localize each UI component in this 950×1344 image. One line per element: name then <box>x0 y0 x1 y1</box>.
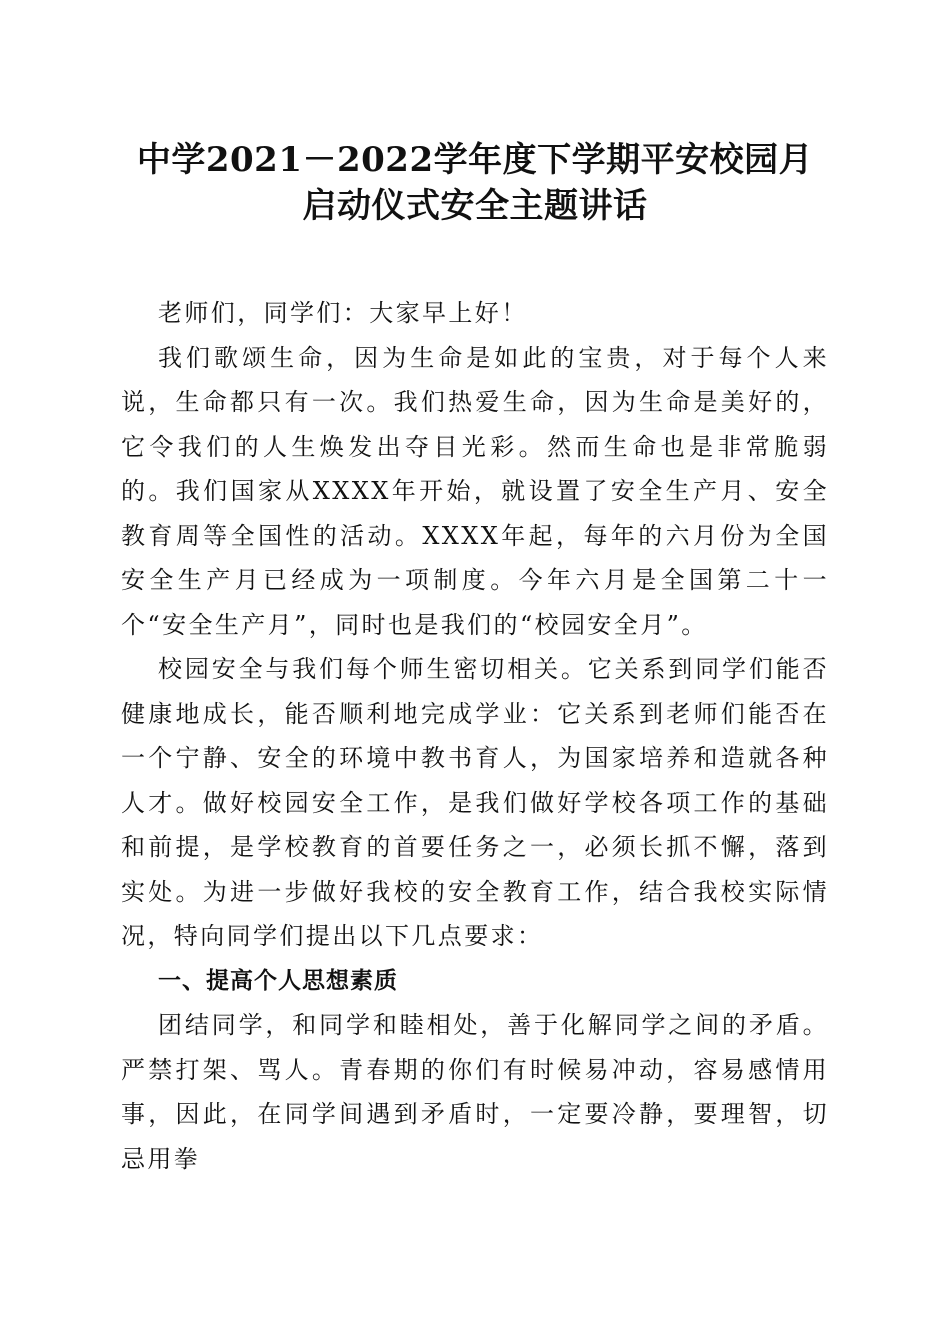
section-paragraph: 团结同学，和同学和睦相处，善于化解同学之间的矛盾。严禁打架、骂人。青春期的你们有时候易冲动，容易感情用事，因此，在同学间遇到矛盾时，一定要冷静，要理智，切忌用拳 <box>121 1011 829 1173</box>
document-page <box>121 0 829 1181</box>
section-heading: 一、提高个人思想素质 <box>158 967 398 994</box>
paragraph-life: 我们歌颂生命，因为生命是如此的宝贵，对于每个人来说，生命都只有一次。我们热爱生命，因为生命是美好的，它令我们的人生焕发出夺目光彩。然而生命也是非常脆弱的。我们国家从XXXX年开始，就设置了安全生产月、安全教育周等全国性的活动。XXXX年起，每年的六月份为全国安全生产月已经成为一项制度。今年六月是全国第二十一个“安全生产月”，同时也是我们的“校园安全月”。 <box>121 343 829 639</box>
paragraph-campus-safety: 校园安全与我们每个师生密切相关。它关系到同学们能否健康地成长，能否顺利地完成学业：它关系到老师们能否在一个宁静、安全的环境中教书育人，为国家培养和造就各种人才。做好校园安全工作，是我们做好学校各项工作的基础和前提，是学校教育的首要任务之一，必须长抓不懈，落到实处。为进一步做好我校的安全教育工作，结合我校实际情况，特向同学们提出以下几点要求： <box>121 655 829 950</box>
document-title: 中学2021－2022学年度下学期平安校园月启动仪式安全主题讲话 <box>136 140 814 226</box>
greeting-paragraph: 老师们，同学们：大家早上好！ <box>158 299 528 327</box>
document-body <box>121 291 829 1181</box>
